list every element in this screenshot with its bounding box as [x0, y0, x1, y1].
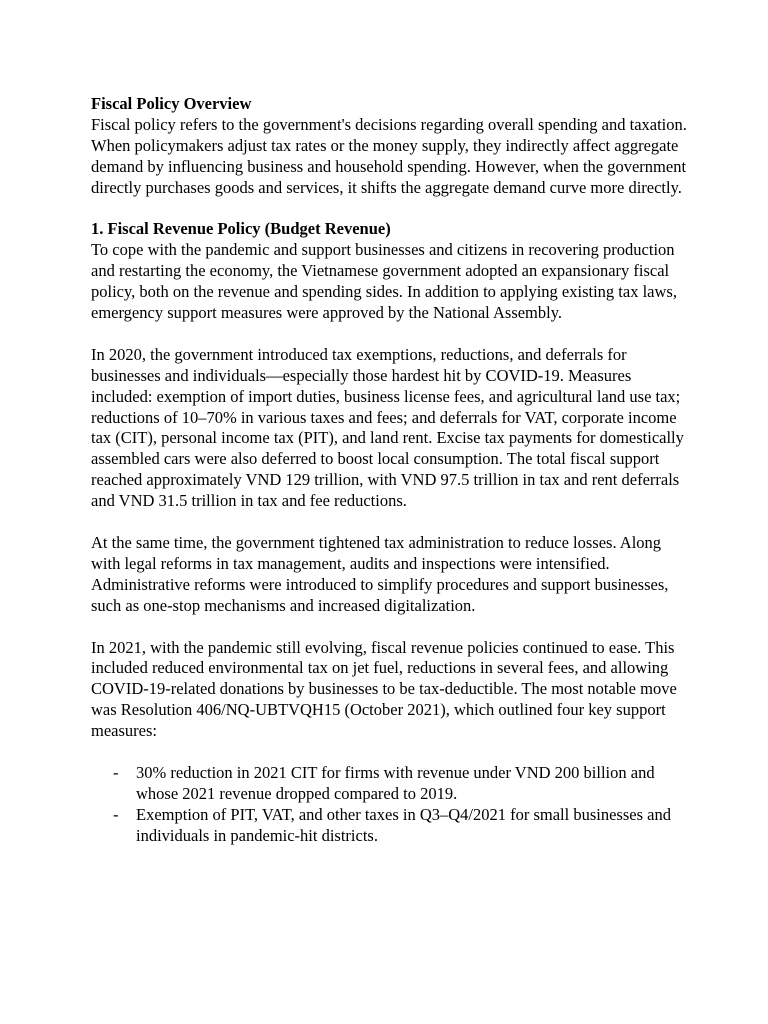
bullet-text: 30% reduction in 2021 CIT for firms with revenue under VND 200 billion and whose 2021 revenue dropped compared to 2019.: [136, 762, 655, 803]
revenue-paragraph-2: In 2020, the government introduced tax exemptions, reductions, and deferrals for businesses and individuals—especially those hardest hit by COVID-19. Measures included: exemption of import duties, business license fees, and agricultural land use tax; reductions of 10–70% in various taxes and fees; and deferrals for VAT, corporate income tax (CIT), personal income tax (PIT), and land rent. Excise tax payments for domestically assembled cars were also deferred to boost local consumption. The total fiscal support reached approximately VND 129 trillion, with VND 97.5 trillion in tax and rent deferrals and VND 31.5 trillion in tax and fee reductions.: [91, 344, 684, 511]
bullet-dash: -: [113, 804, 119, 824]
revenue-section-heading: 1. Fiscal Revenue Policy (Budget Revenue): [91, 219, 391, 239]
bullet-dash: -: [113, 762, 119, 782]
list-item: [91, 763, 691, 805]
revenue-paragraph-1: To cope with the pandemic and support businesses and citizens in recovering production and restarting the economy, the Vietnamese government adopted an expansionary fiscal policy, both on the revenue and spending sides. In addition to applying existing tax laws, emergency support measures were approved by the National Assembly.: [91, 240, 677, 323]
revenue-paragraph-3: At the same time, the government tightened tax administration to reduce losses. Along with legal reforms in tax management, audits and inspections were intensified. Administrative reforms were introduced to simplify procedures and support businesses, such as one-stop mechanisms and increased digitalization.: [91, 532, 669, 615]
support-measures-list: [91, 763, 691, 847]
revenue-paragraph-4: In 2021, with the pandemic still evolving, fiscal revenue policies continued to ease. This included reduced environmental tax on jet fuel, reductions in several fees, and allowing COVID-19-related donations by businesses to be tax-deductible. The most notable move was Resolution 406/NQ-UBTVQH15 (October 2021), which outlined four key support measures:: [91, 637, 677, 741]
bullet-text: Exemption of PIT, VAT, and other taxes in Q3–Q4/2021 for small businesses and individuals in pandemic-hit districts.: [136, 804, 671, 845]
overview-heading: Fiscal Policy Overview: [91, 94, 252, 113]
document-page: [91, 94, 691, 847]
list-item: [91, 805, 691, 847]
overview-paragraph: Fiscal policy refers to the government's decisions regarding overall spending and taxation. When policymakers adjust tax rates or the money supply, they indirectly affect aggregate demand by influencing business and household spending. However, when the government directly purchases goods and services, it shifts the aggregate demand curve more directly.: [91, 114, 687, 197]
